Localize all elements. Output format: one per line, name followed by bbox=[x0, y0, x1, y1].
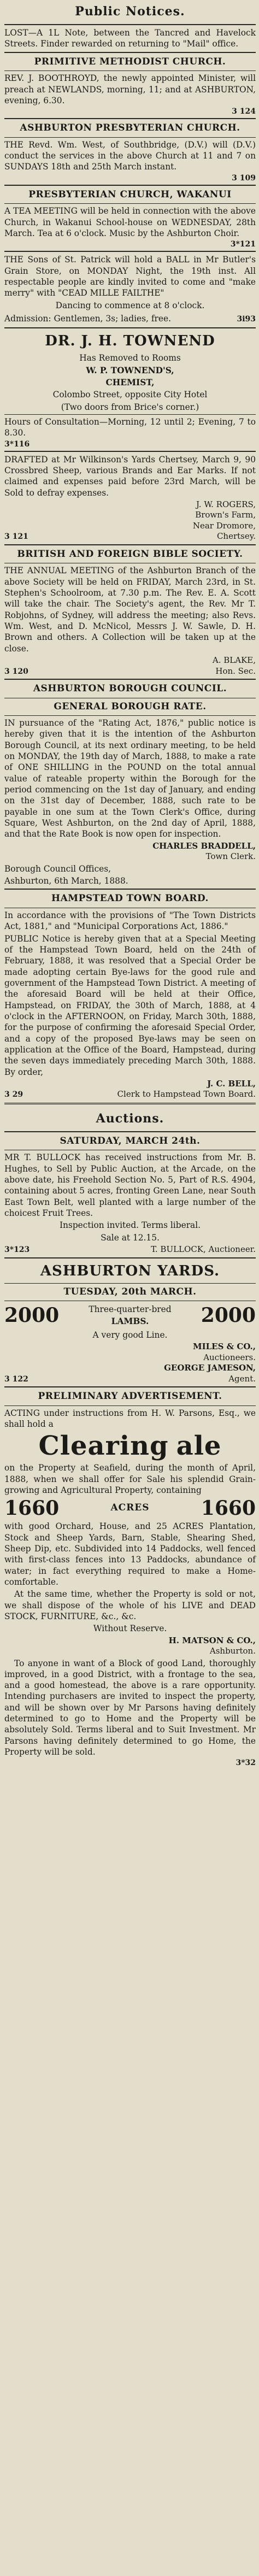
masthead: Public Notices. bbox=[75, 4, 185, 19]
yards-desc2: LAMBS. bbox=[111, 1316, 149, 1327]
bible-signer-title: Hon. Sec. bbox=[215, 666, 256, 676]
townend-notice bbox=[4, 331, 256, 448]
divider bbox=[4, 889, 256, 890]
yards-good: A very good Line. bbox=[92, 1330, 168, 1340]
council-text: IN pursuance of the "Rating Act, 1876," public notice is hereby given that it is the intention of the Ashburton Borough Council, at its next ordinary meeting, to be held on MONDAY, the 19th day of March, 1888, to make a rate of ONE SHILLING in the POUND on the total annual value of rateable property within the Borough for the period commencing on the 1st day of January, and ending on the 31st day of December, 1888, such rate to be payable in one sum at the Town Clerk's Office, during Square, West Ashburton, on the 2nd day of April, 1888, and that the Rate Book is now open for inspection. bbox=[4, 718, 256, 839]
council-subtitle: GENERAL BOROUGH RATE. bbox=[54, 701, 207, 712]
bullock-date: SATURDAY, MARCH 24th. bbox=[60, 1135, 201, 1146]
townend-name: DR. J. H. TOWNEND bbox=[45, 333, 215, 350]
townend-removed: Has Removed to Rooms bbox=[79, 353, 181, 363]
divider bbox=[4, 1257, 256, 1258]
clearing-text3: To anyone in want of a Block of good Land, thoroughly improved, in a good District, with a frontage to the sea, and a good homestead, the above is a rare opportunity. Intending purchasers are invited to inspect the property, and will be shown over by Mr Parsons having definitely determined to go to Home and the Property will be absolutely Sold. Terms liberal and to Suit Investment. Mr Parsons having definitely determined to go Home, the Property will be sold. bbox=[4, 1658, 256, 1757]
clearing-big-1: Clearing bbox=[38, 1431, 169, 1462]
auctions-heading: Auctions. bbox=[96, 1111, 164, 1126]
presbyterian-notice bbox=[4, 121, 256, 183]
townend-code: 3*116 bbox=[4, 439, 30, 449]
hampstead-intro: In accordance with the provisions of "The Town Districts Act, 1881," and "Municipal Corporations Act, 1886." bbox=[4, 910, 256, 932]
townend-firm: W. P. TOWNEND'S, bbox=[86, 365, 174, 375]
townend-hours: Hours of Consultation—Morning, 12 until 2; Evening, 7 to 8.30. bbox=[4, 416, 256, 438]
yards-agent: GEORGE JAMESON, bbox=[164, 1363, 256, 1373]
wakanui-notice bbox=[4, 188, 256, 249]
divider bbox=[4, 1131, 256, 1132]
bullock-text: MR T. BULLOCK has received instructions from Mr. B. Hughes, to Sell by Public Auction, at the Arcade, on the above date, his Freehold Section No. 5, Part of R.S. 4904, containing about 5 acres, fronting Green Lane, near South East Town Belt, well planted with a large number of the choicest Fruit Trees. bbox=[4, 1152, 256, 1219]
yards-auction bbox=[4, 1261, 256, 1385]
divider bbox=[4, 137, 256, 138]
clearing-acres-label: ACRES bbox=[110, 1502, 150, 1514]
clearing-acres-left: 1660 bbox=[4, 1497, 60, 1520]
divider bbox=[4, 327, 256, 328]
divider bbox=[4, 1283, 256, 1284]
methodist-notice bbox=[4, 55, 256, 116]
council-office: Borough Council Offices, bbox=[4, 863, 111, 874]
lost-text: LOST—A 1L Note, between the Tancred and Havelock Streets. Finder rewarded on returning to "Mail" office. bbox=[4, 28, 256, 49]
presbyterian-title: ASHBURTON PRESBYTERIAN CHURCH. bbox=[20, 122, 240, 134]
divider bbox=[4, 715, 256, 716]
clearing-firm: H. MATSON & CO., bbox=[168, 1635, 256, 1645]
bible-signer: A. BLAKE, bbox=[212, 655, 256, 665]
yards-desc1: Three-quarter-bred bbox=[89, 1304, 172, 1315]
council-notice bbox=[4, 682, 256, 886]
bullock-auction bbox=[4, 1134, 256, 1255]
divider bbox=[4, 24, 256, 25]
hampstead-notice bbox=[4, 892, 256, 1099]
clearing-title: PRELIMINARY ADVERTISEMENT. bbox=[38, 1391, 222, 1402]
clearing-big-2: ale bbox=[176, 1431, 222, 1462]
wakanui-title: PRESBYTERIAN CHURCH, WAKANUI bbox=[28, 189, 232, 200]
drafted-place: Near Dromore, bbox=[192, 520, 256, 531]
townend-address: Colombo Street, opposite City Hotel bbox=[52, 390, 208, 400]
yards-code: 3 122 bbox=[4, 1374, 28, 1384]
yards-agent-role: Agent. bbox=[228, 1373, 256, 1384]
drafted-notice bbox=[4, 454, 256, 542]
hampstead-signer: J. C. BELL, bbox=[207, 1078, 256, 1089]
drafted-text: DRAFTED at Mr Wilkinson's Yards Chertsey, March 9, 90 Crossbred Sheep, various Brands and Ear Marks. If not claimed and expenses paid before 23rd March, will be Sold to defray expenses. bbox=[4, 454, 256, 498]
drafted-tail: Chertsey. bbox=[216, 531, 256, 542]
presbyterian-code: 3 109 bbox=[232, 173, 256, 183]
clearing-detail: with good Orchard, House, and 25 ACRES Plantation, Stock and Sheep Yards, Barn, Stable, Shearing Shed, Sheep Dip, etc. Subdivided into 14 Paddocks, well fenced with first-class fences into 13 Paddocks, abundance of water; in fact everything required to make a Home-comfortable. bbox=[4, 1521, 256, 1587]
bullock-code: 3*123 bbox=[4, 1245, 30, 1254]
ball-notice bbox=[4, 254, 256, 325]
bible-text: THE ANNUAL MEETING of the Ashburton Branch of the above Society will be held on FRIDAY, March 23rd, in St. Stephen's Schoolroom, at 7.30 p.m. The Rev. E. A. Scott will take the chair. The Society's agent, the Rev. Mr T. Robjohns, of Sydney, will address the meeting; also Revs. Wm. West, and D. McNicol, Messrs J. W. Sawle, D. H. Brown and others. A Collection will be taken up at the close. bbox=[4, 566, 256, 654]
lost-notice bbox=[4, 27, 256, 50]
clearing-sale bbox=[4, 1390, 256, 1767]
clearing-code: 3*32 bbox=[236, 1758, 256, 1768]
clearing-acres-right: 1660 bbox=[201, 1497, 256, 1520]
divider bbox=[4, 1405, 256, 1406]
ball-admission: Admission: Gentlemen, 3s; ladies, free. bbox=[4, 313, 171, 324]
presbyterian-text: THE Revd. Wm. West, of Southbridge, (D.V.) will (D.V.) conduct the services in the above Church at 11 and 7 on SUNDAYS 18th and 25th March instant. bbox=[4, 139, 256, 172]
hampstead-title: HAMPSTEAD TOWN BOARD. bbox=[51, 893, 209, 904]
council-title: ASHBURTON BOROUGH COUNCIL. bbox=[33, 683, 227, 694]
clearing-without: Without Reserve. bbox=[93, 1624, 167, 1634]
drafted-code: 3 121 bbox=[4, 532, 28, 542]
bullock-sale: Sale at 12.15. bbox=[101, 1232, 160, 1243]
bible-notice bbox=[4, 548, 256, 677]
divider bbox=[4, 52, 256, 53]
methodist-title: PRIMITIVE METHODIST CHURCH. bbox=[34, 56, 226, 67]
divider bbox=[4, 203, 256, 204]
divider bbox=[4, 118, 256, 119]
townend-role: CHEMIST, bbox=[105, 377, 155, 387]
council-date: Ashburton, 6th March, 1888. bbox=[4, 876, 128, 886]
ball-text: THE Sons of St. Patrick will hold a BALL in Mr Butler's Grain Store, on MONDAY Night, the 19th inst. All respectable people are kindly invited to come and "make merry" with "CEAD MILLE FAILTHE" bbox=[4, 255, 256, 298]
bible-title: BRITISH AND FOREIGN BIBLE SOCIETY. bbox=[17, 548, 243, 560]
methodist-code: 3 124 bbox=[232, 107, 256, 116]
council-signer-title: Town Clerk. bbox=[205, 851, 256, 862]
clearing-text2: At the same time, whether the Property is sold or not, we shall dispose of the whole of his LIVE and DEAD STOCK, FURNITURE, &c., &c. bbox=[4, 1589, 256, 1621]
divider bbox=[4, 1386, 256, 1387]
yards-date: TUESDAY, 20th MARCH. bbox=[63, 1286, 197, 1297]
wakanui-code: 3*121 bbox=[230, 240, 256, 249]
bible-code: 3 120 bbox=[4, 667, 28, 676]
clearing-text: on the Property at Seafield, during the month of April, 1888, when we shall offer for Sale his splendid Grain-growing and Agricultural Property, containing bbox=[4, 1463, 256, 1495]
drafted-title: Brown's Farm, bbox=[195, 510, 256, 520]
clearing-place: Ashburton. bbox=[209, 1646, 256, 1656]
hampstead-code: 3 29 bbox=[4, 1090, 23, 1099]
bullock-inspection: Inspection invited. Terms liberal. bbox=[59, 1220, 201, 1231]
yards-number-right: 2000 bbox=[201, 1304, 256, 1327]
ball-dance: Dancing to commence at 8 o'clock. bbox=[55, 300, 205, 310]
townend-doors: (Two doors from Brice's corner.) bbox=[61, 402, 199, 412]
yards-title: ASHBURTON YARDS. bbox=[40, 1262, 220, 1279]
divider bbox=[4, 185, 256, 186]
ball-code: 3i93 bbox=[237, 314, 256, 324]
hampstead-signer-title: Clerk to Hampstead Town Board. bbox=[117, 1089, 256, 1099]
yards-number-left: 2000 bbox=[4, 1304, 60, 1327]
divider bbox=[4, 451, 256, 452]
wakanui-text: A TEA MEETING will be held in connection with the above Church, in Wakanui School-house on WEDNESDAY, 28th March. Tea at 6 o'clock. Music by the Ashburton Choir. bbox=[4, 206, 256, 238]
divider bbox=[4, 70, 256, 71]
divider bbox=[4, 1103, 256, 1104]
divider bbox=[4, 414, 256, 415]
divider bbox=[4, 544, 256, 545]
hampstead-text: PUBLIC Notice is hereby given that at a Special Meeting of the Hampstead Town Board, held on the 24th of February, 1888, it was resolved that a Special Order be made adopting certain Bye-laws for the good rule and government of the Hampstead Town District. A meeting of the aforesaid Board will be held at their Office, Hampstead, on FRIDAY, the 30th of March, 1888, at 4 o'clock in the AFTERNOON, on Friday, March 30th, 1888, for the purpose of confirming the aforesaid Special Order, and a copy of the proposed Bye-laws may be seen on application at the Office of the Board, Hampstead, during the seven days immediately preceding March 30th, 1888. By order, bbox=[4, 933, 256, 1077]
council-signer: CHARLES BRADDELL, bbox=[152, 840, 256, 851]
bullock-auctioneer: T. BULLOCK, Auctioneer. bbox=[151, 1244, 256, 1254]
divider bbox=[4, 679, 256, 680]
divider bbox=[4, 251, 256, 252]
drafted-signer: J. W. ROGERS, bbox=[196, 499, 256, 509]
yards-firm: MILES & CO., bbox=[193, 1342, 256, 1352]
clearing-intro: ACTING under instructions from H. W. Parsons, Esq., we shall hold a bbox=[4, 1408, 256, 1429]
methodist-text: REV. J. BOOTHROYD, the newly appointed Minister, will preach at NEWLANDS, morning, 11; and at ASHBURTON, evening, 6.30. bbox=[4, 73, 256, 105]
yards-firm-role: Auctioneers. bbox=[203, 1352, 256, 1362]
